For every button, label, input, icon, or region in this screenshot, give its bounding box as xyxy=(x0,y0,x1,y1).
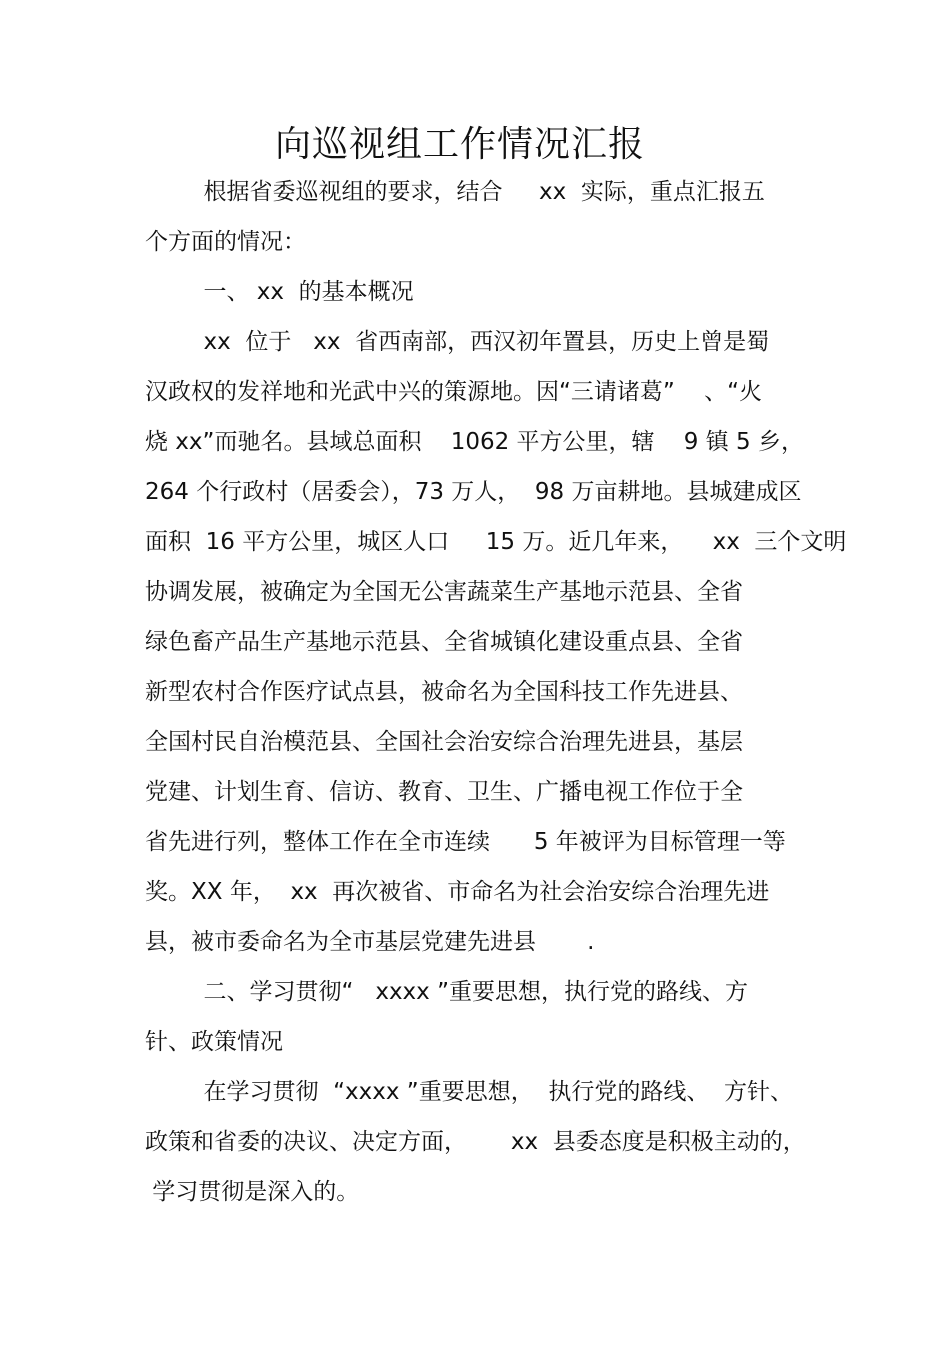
text-line: 奖。XX 年， xx 再次被省、市命名为社会治安综合治理先进 xyxy=(145,879,770,905)
text-line: 政策和省委的决议、决定方面， xx 县委态度是积极主动的， xyxy=(145,1129,806,1155)
text-line: 学习贯彻是深入的。 xyxy=(145,1179,360,1205)
text-line: 省先进行列，整体工作在全市连续 5 年被评为目标管理一等 xyxy=(145,829,786,855)
section-heading: 针、政策情况 xyxy=(145,1029,283,1055)
text-line: 在学习贯彻 “xxxx ”重要思想， 执行党的路线、 方针、 xyxy=(145,1079,793,1105)
text-line: 个方面的情况： xyxy=(145,229,306,255)
text-line: 264 个行政村（居委会），73 万人， 98 万亩耕地。县城建成区 xyxy=(145,479,802,505)
section-heading: 一、 xx 的基本概况 xyxy=(145,279,414,305)
text-line: 烧 xx”而驰名。县域总面积 1062 平方公里，辖 9 镇 5 乡， xyxy=(145,429,804,455)
text-line: 党建、计划生育、信访、教育、卫生、广播电视工作位于全 xyxy=(145,779,743,805)
text-line: 新型农村合作医疗试点县，被命名为全国科技工作先进县、 xyxy=(145,679,743,705)
text-line: 全国村民自治模范县、全国社会治安综合治理先进县，基层 xyxy=(145,729,743,755)
text-line: 汉政权的发祥地和光武中兴的策源地。因“三请诸葛” 、“火 xyxy=(145,379,762,405)
text-line: 协调发展，被确定为全国无公害蔬菜生产基地示范县、全省 xyxy=(145,579,743,605)
document-title: 向巡视组工作情况汇报 xyxy=(274,124,645,165)
text-line: 根据省委巡视组的要求，结合 xx 实际，重点汇报五 xyxy=(145,179,765,205)
text-line: 县，被市委命名为全市基层党建先进县 . xyxy=(145,929,595,955)
text-line: xx 位于 xx 省西南部，西汉初年置县，历史上曾是蜀 xyxy=(145,329,770,355)
section-heading: 二、学习贯彻“ xxxx ”重要思想，执行党的路线、方 xyxy=(145,979,749,1005)
text-line: 面积 16 平方公里，城区人口 15 万。近几年来， xx 三个文明 xyxy=(145,529,847,555)
text-line: 绿色畜产品生产基地示范县、全省城镇化建设重点县、全省 xyxy=(145,629,743,655)
